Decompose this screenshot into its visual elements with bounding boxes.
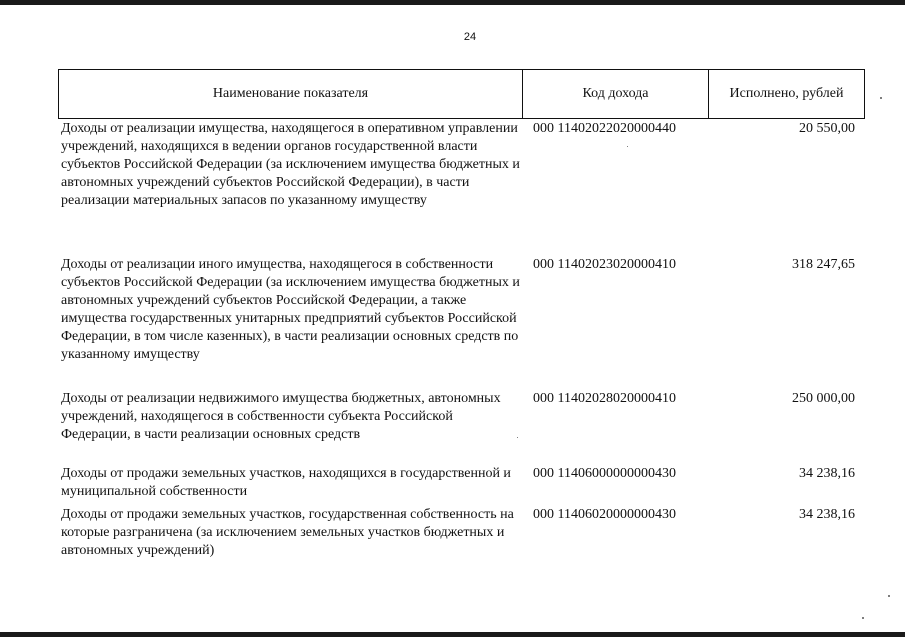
header-code: Код дохода	[522, 70, 708, 118]
row-amount: 20 550,00	[799, 121, 855, 136]
scan-edge-top	[0, 0, 905, 5]
scan-speck	[862, 617, 864, 619]
row-name: Доходы от реализации имущества, находящегося в оперативном управлении учреждений, находящихся в ведении органов государственной власти субъектов Российской Федерации (за исключением имущества бюджетных и автономных учреждений субъектов Российской Федерации), в части реализации материальных запасов по указанному имуществу	[61, 121, 520, 208]
page-number: 24	[463, 31, 477, 43]
row-code: 000 11406000000000430	[533, 466, 676, 481]
row-amount: 250 000,00	[792, 391, 855, 406]
row-code: 000 11402023020000410	[533, 257, 676, 272]
scan-speck	[880, 97, 882, 99]
row-amount: 318 247,65	[792, 257, 855, 272]
scan-speck	[517, 437, 518, 438]
row-name: Доходы от продажи земельных участков, находящихся в государственной и муниципальной собственности	[61, 466, 511, 499]
scan-speck	[627, 146, 628, 147]
row-code: 000 11402028020000410	[533, 391, 676, 406]
scan-edge-bottom	[0, 632, 905, 637]
scan-speck	[888, 595, 890, 597]
row-name: Доходы от реализации иного имущества, находящегося в собственности субъектов Российской Федерации (за исключением имущества бюджетных и автономных учреждений субъектов Российской Федерации, а также имущества государственных унитарных предприятий субъектов Российской Федерации, в том числе казенных), в части реализации основных средств по указанному имуществу	[61, 257, 520, 362]
header-name: Наименование показателя	[212, 86, 369, 101]
row-amount: 34 238,16	[799, 507, 855, 522]
row-code: 000 11402022020000440	[533, 121, 676, 136]
row-code: 000 11406020000000430	[533, 507, 676, 522]
row-amount: 34 238,16	[799, 466, 855, 481]
table-header	[58, 69, 865, 119]
header-amount: Исполнено, рублей	[708, 70, 864, 118]
row-name: Доходы от продажи земельных участков, государственная собственность на которые разграничена (за исключением земельных участков бюджетных и автономных учреждений)	[61, 507, 514, 558]
row-name: Доходы от реализации недвижимого имущества бюджетных, автономных учреждений, находящегося в собственности субъекта Российской Федерации, в части реализации основных средств	[61, 391, 501, 442]
